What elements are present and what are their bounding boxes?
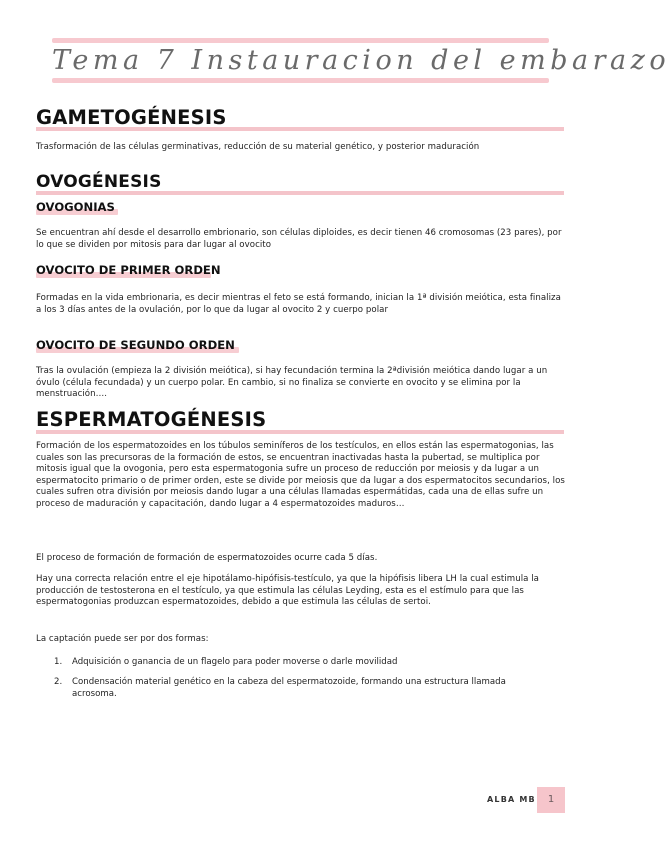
ovocito-segundo-orden-text: Tras la ovulación (empieza la 2 división meiótica), si hay fecundación termina la 2ªdivisión meiótica dando lugar a un óvulo (célula fecundada) y un cuerpo polar. En cambio, si no finaliza se convierte en ovocito y se elimina por la menstruación…. bbox=[36, 366, 548, 400]
page-number: 1 bbox=[537, 787, 565, 813]
list-item-text: Condensación material genético en la cabeza del espermatozoide, formando una estructura llamada acrosoma. bbox=[72, 677, 506, 699]
list-item bbox=[54, 677, 542, 700]
espermatogenesis-paragraph-2: El proceso de formación de formación de espermatozoides ocurre cada 5 días. bbox=[36, 553, 378, 563]
ovocito-primer-orden-text: Formadas en la vida embrionaria, es decir mientras el feto se está formando, inician la 1ª división meiótica, esta finaliza a los 3 días antes de la ovulación, por lo que da lugar al ovocito 2 y cuerpo polar bbox=[36, 293, 561, 315]
subheading-ovocito-segundo-orden: OVOCITO DE SEGUNDO ORDEN bbox=[36, 338, 235, 352]
list-item bbox=[54, 657, 542, 669]
heading-espermatogenesis: ESPERMATOGÉNESIS bbox=[36, 408, 267, 431]
gametogenesis-text: Trasformación de las células germinativas, reducción de su material genético, y posterior maduración bbox=[36, 142, 480, 152]
heading-ovogenesis: OVOGÉNESIS bbox=[36, 172, 162, 192]
page-title: Tema 7 Instauracion del embarazo bbox=[52, 45, 670, 76]
title-banner bbox=[52, 38, 670, 84]
subheading-ovogonias: OVOGONIAS bbox=[36, 200, 115, 214]
heading-gametogenesis: GAMETOGÉNESIS bbox=[36, 106, 227, 129]
list-number: 1. bbox=[54, 657, 63, 667]
title-top-rule bbox=[52, 38, 549, 43]
subheading-ovocito-primer-orden: OVOCITO DE PRIMER ORDEN bbox=[36, 263, 221, 277]
ovogonias-text: Se encuentran ahí desde el desarrollo embrionario, son células diploides, es decir tienen 46 cromosomas (23 pares), por lo que se dividen por mitosis para dar lugar al ovocito bbox=[36, 228, 562, 250]
espermatogenesis-paragraph-4: La captación puede ser por dos formas: bbox=[36, 634, 209, 644]
espermatogenesis-paragraph-1: Formación de los espermatozoides en los túbulos seminíferos de los testículos, en ellos están las espermatogonias, las cuales son las precursoras de la formación de estos, se encuentran inactivadas hasta la pubertad, se multiplica por mitosis igual que la ovogonia, pero esta espermatogonia sufre un proceso de reducción por meiosis y da lugar a un espermatocito primario o de primer orden, este se divide por meiosis que da lugar a dos espermatocitos secundarios, los cuales sufren otra división por meiosis dando lugar a una células llamadas espermátidas, cada una de ellas sufre un proceso de maduración y capacitación, dando lugar a 4 espermatozoides maduros… bbox=[36, 441, 565, 509]
espermatogenesis-paragraph-3: Hay una correcta relación entre el eje hipotálamo-hipófisis-testículo, ya que la hipófisis libera LH la cual estimula la producción de testosterona en el testículo, ya que estimula las células Leyding, esta es el estímulo para que las espermatogonias produzcan espermatozoides, debido a que estimula las células de sertoi. bbox=[36, 574, 540, 608]
title-bottom-rule bbox=[52, 78, 549, 83]
footer-author: ALBA MB bbox=[487, 795, 536, 804]
list-number: 2. bbox=[54, 677, 63, 687]
list-item-text: Adquisición o ganancia de un flagelo para poder moverse o darle movilidad bbox=[72, 657, 398, 667]
